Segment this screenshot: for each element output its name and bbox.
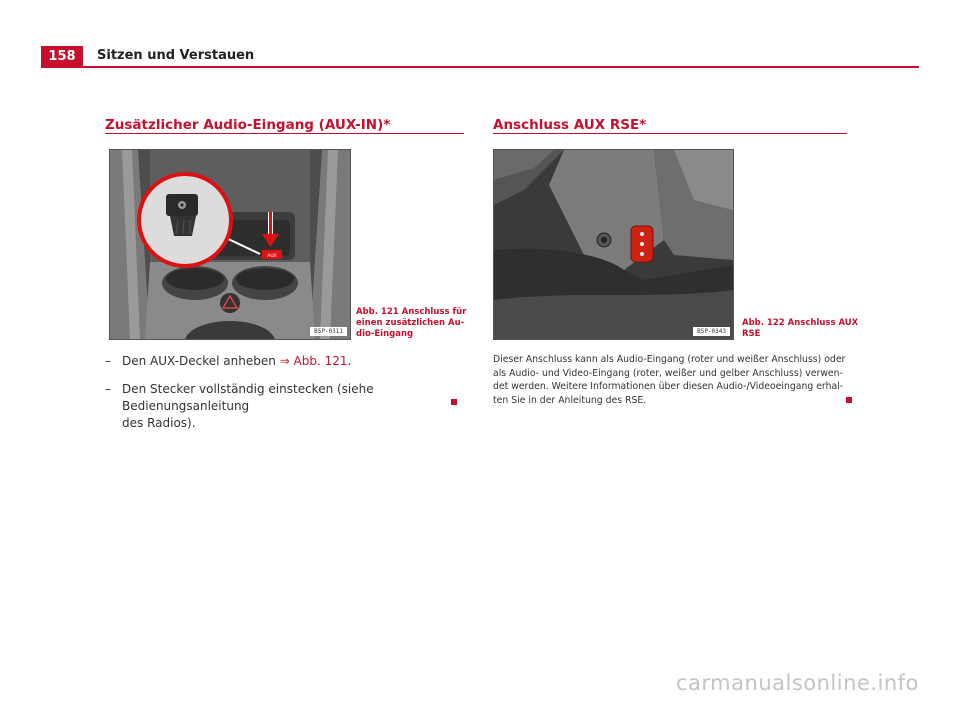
header-rule <box>41 66 919 68</box>
instruction-step-1 <box>105 353 470 370</box>
chapter-title: Sitzen und Verstauen <box>97 48 255 63</box>
caption-line: einen zusätzlichen Au- <box>356 318 465 328</box>
body-paragraph <box>493 353 853 407</box>
figure-caption-121 <box>356 307 466 340</box>
caption-line: Abb. 122 Anschluss AUX <box>742 318 859 328</box>
figure-reference-link[interactable]: ⇒ Abb. 121 <box>279 354 348 368</box>
figure-caption-122 <box>742 318 858 340</box>
aux-socket-label: AUX <box>267 254 277 259</box>
section-heading-aux-in: Zusätzlicher Audio-Eingang (AUX-IN)* <box>105 117 391 133</box>
paragraph-line: als Audio- und Video-Eingang (roter, weißer und gelber Anschluss) verwen- <box>493 367 843 379</box>
step-dash: – <box>105 382 111 396</box>
section-rule-aux-in <box>105 133 464 134</box>
step-line: Den Stecker vollständig einstecken (siehe Bedienungsanleitung <box>122 382 374 413</box>
section-rule-aux-rse <box>493 133 847 134</box>
caption-line: RSE <box>742 329 761 339</box>
step-dash: – <box>105 354 111 368</box>
aux-rse-illustration <box>494 150 733 339</box>
figure-code: B5P-0343 <box>693 327 730 336</box>
paragraph-line: ten Sie in der Anleitung des RSE. <box>493 394 647 406</box>
page-number: 158 <box>41 46 83 68</box>
paragraph-line: det werden. Weitere Informationen über diesen Audio-/Videoeingang erhal- <box>493 381 844 392</box>
aux-in-illustration <box>110 150 350 339</box>
figure-aux-rse <box>493 149 734 340</box>
instruction-step-2 <box>105 381 470 432</box>
caption-line: dio-Eingang <box>356 329 414 339</box>
watermark-text: carmanualsonline.info <box>676 671 919 695</box>
caption-line: Abb. 121 Anschluss für <box>356 307 467 317</box>
figure-aux-in <box>109 149 351 340</box>
section-end-mark <box>846 397 852 403</box>
step-text-end: . <box>347 354 352 368</box>
step-text: Den AUX-Deckel anheben <box>122 354 280 368</box>
section-heading-aux-rse: Anschluss AUX RSE* <box>493 117 647 133</box>
step-line: des Radios). <box>122 416 196 430</box>
section-end-mark <box>451 399 457 405</box>
figure-code: B5P-0311 <box>310 327 347 336</box>
paragraph-line: Dieser Anschluss kann als Audio-Eingang (roter und weißer Anschluss) oder <box>493 354 846 365</box>
